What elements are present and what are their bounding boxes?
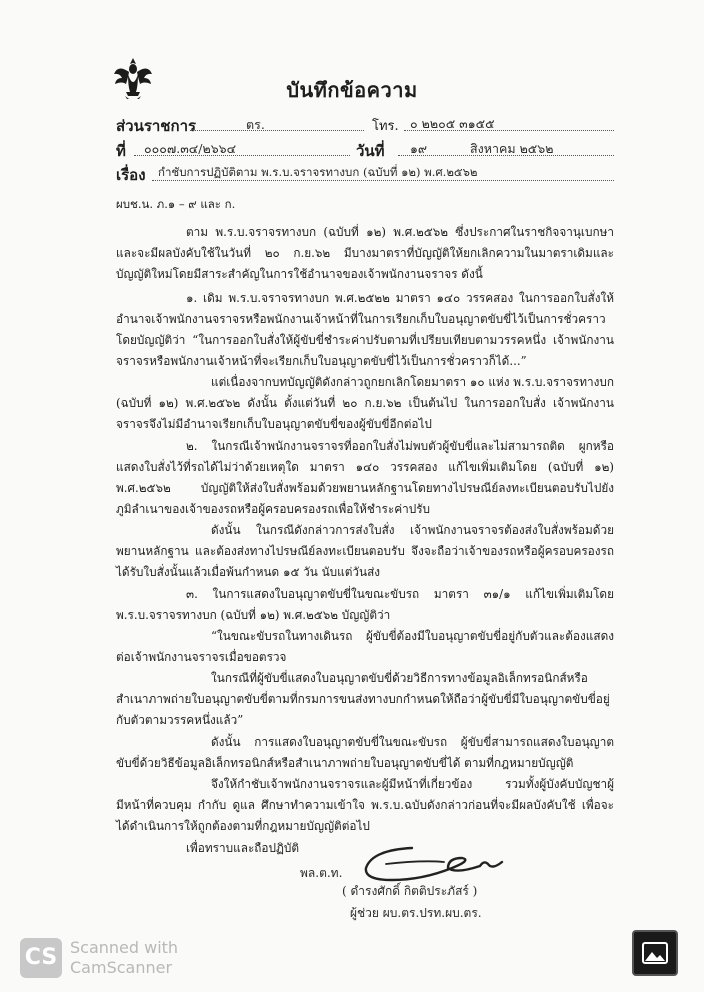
body-paragraph: จึงให้กำชับเจ้าพนักงานจราจรและผู้มีหน้าที่เกี่ยวข้อง รวมทั้งผู้บังคับบัญชาผู้มีหน้าที่ควบคุม กำกับ ดูแล ศึกษาทำความเข้าใจ พ.ร.บ.ฉบับดังกล่าวก่อนที่จะมีผลบังคับใช้ เพื่อจะได้ดำเนินการให้ถูกต้องตามที่กฎหมายบัญญัติต่อไป [116, 777, 614, 833]
signer-rank: พล.ต.ท. [300, 866, 343, 880]
subject-value: กำชับการปฏิบัติตาม พ.ร.บ.จราจรทางบก (ฉบับที่ ๑๒) พ.ศ.๒๕๖๒ [158, 165, 478, 179]
phone-label: โทร. [372, 119, 399, 134]
image-icon [642, 940, 668, 966]
body-paragraph: ดังนั้น ในกรณีดังกล่าวการส่งใบสั่ง เจ้าพนักงานจราจรต้องส่งใบสั่งพร้อมด้วยพยานหลักฐาน และต้องส่งทางไปรษณีย์ลงทะเบียนตอบรับ จึงจะถือว่าเจ้าของรถหรือผู้ครอบครองรถได้รับใบสั่งนั้นแล้วเมื่อพ้นกำหนด ๑๕ วัน นับแต่วันส่ง [116, 523, 614, 579]
no-value: ๐๐๐๗.๓๔/๒๖๖๔ [144, 141, 237, 156]
signer-name: ( ดำรงศักดิ์ กิตติประภัสร์ ) [342, 884, 478, 898]
camscanner-text: Scanned with CamScanner [70, 938, 179, 977]
body-paragraph: ๒. ในกรณีเจ้าพนักงานจราจรที่ออกใบสั่งไม่พบตัวผู้ขับขี่และไม่สามารถติด ผูกหรือแสดงใบสั่งไว้ที่รถได้ไม่ว่าด้วยเหตุใด มาตรา ๑๔๐ วรรคสอง แก้ไขเพิ่มเติมโดย (ฉบับที่ ๑๒) พ.ศ.๒๕๖๒ บัญญัติให้ส่งใบสั่งพร้อมด้วยพยานหลักฐานโดยทางไปรษณีย์ลงทะเบียนตอบรับไปยังภูมิลำเนาของเจ้าของรถหรือผู้ครอบครองรถเพื่อให้ชำระค่าปรับ [116, 439, 614, 516]
dept-value: ตร. [246, 117, 265, 132]
body-paragraph: ตาม พ.ร.บ.จราจรทางบก (ฉบับที่ ๑๒) พ.ศ.๒๕๖๒ ซึ่งประกาศในราชกิจจานุเบกษาและจะมีผลบังคับใช้ในวันที่ ๒๐ ก.ย.๖๒ มีบางมาตราที่บัญญัติให้ยกเลิกความในมาตราเดิมและบัญญัติใหม่โดยมีสาระสำคัญในการใช้อำนาจของเจ้าพนักงานจราจร ดังนี้ [116, 225, 614, 281]
body-paragraph: “ในขณะขับรถในทางเดินรถ ผู้ขับขี่ต้องมีใบอนุญาตขับขี่อยู่กับตัวและต้องแสดงต่อเจ้าพนักงานจราจรเมื่อขอตรวจ [116, 629, 614, 664]
body-paragraph: ดังนั้น การแสดงใบอนุญาตขับขี่ในขณะขับรถ ผู้ขับขี่สามารถแสดงใบอนุญาตขับขี่ด้วยวิธีข้อมูลอิเล็กทรอนิกส์หรือสำเนาภาพถ่ายใบอนุญาตขับขี่ได้ ตามที่กฎหมายบัญญัติ [116, 735, 614, 770]
closing-line: เพื่อทราบและถือปฏิบัติ [186, 841, 300, 855]
signature-icon [352, 838, 522, 888]
camscanner-logo-icon: CS [20, 938, 62, 978]
dept-label: ส่วนราชการ [116, 117, 197, 135]
signer-position: ผู้ช่วย ผบ.ตร.ปรท.ผบ.ตร. [350, 906, 482, 920]
body-paragraph: ในกรณีที่ผู้ขับขี่แสดงใบอนุญาตขับขี่ด้วยวิธีการทางข้อมูลอิเล็กทรอนิกส์หรือสำเนาภาพถ่ายใบอนุญาตขับขี่ตามที่กรมการขนส่งทางบกกำหนดให้ถือว่าผู้ขับขี่มีใบอนุญาตขับขี่อยู่กับตัวตามวรรคหนึ่งแล้ว” [116, 671, 610, 727]
no-label: ที่ [116, 142, 126, 160]
body-paragraph: ๑. เดิม พ.ร.บ.จราจรทางบก พ.ศ.๒๕๒๒ มาตรา ๑๔๐ วรรคสอง ในการออกใบสั่งให้อำนาจเจ้าพนักงานจราจรหรือพนักงานเจ้าหน้าที่ในการเรียกเก็บใบอนุญาตขับขี่ไว้เป็นการชั่วคราวโดยบัญญัติว่า “ในการออกใบสั่งให้ผู้ขับขี่ชำระค่าปรับตามที่เปรียบเทียบตามวรรคหนึ่ง เจ้าพนักงานจราจรหรือพนักงานเจ้าหน้าที่จะเรียกเก็บใบอนุญาตขับขี่ไว้เป็นการชั่วคราวก็ได้...” [116, 291, 614, 368]
recipient-line: ผบช.น. ภ.๑ – ๙ และ ก. [116, 197, 236, 211]
image-viewer-button[interactable] [632, 930, 678, 976]
dept-underline [190, 130, 364, 131]
date-month-year: สิงหาคม ๒๕๖๒ [470, 141, 554, 156]
date-day: ๑๙ [410, 141, 428, 156]
phone-value: ๐ ๒๒๐๕ ๓๑๕๕ [410, 116, 495, 131]
body-paragraph: ๓. ในการแสดงใบอนุญาตขับขี่ในขณะขับรถ มาตรา ๓๑/๑ แก้ไขเพิ่มเติมโดย พ.ร.บ.จราจรทางบก (ฉบับที่ ๑๒) พ.ศ.๒๕๖๒ บัญญัติว่า [116, 587, 614, 622]
subject-label: เรื่อง [116, 166, 146, 184]
body-paragraph: แต่เนื่องจากบทบัญญัติดังกล่าวถูกยกเลิกโดยมาตรา ๑๐ แห่ง พ.ร.บ.จราจรทางบก (ฉบับที่ ๑๒) พ.ศ.๒๕๖๒ ดังนั้น ตั้งแต่วันที่ ๒๐ ก.ย.๖๒ เป็นต้นไป ในการออกใบสั่ง เจ้าพนักงานจราจรจึงไม่มีอำนาจเรียกเก็บใบอนุญาตขับขี่ของผู้ขับขี่อีกต่อไป [116, 375, 614, 431]
document-title: บันทึกข้อความ [286, 78, 418, 102]
date-label: วันที่ [356, 142, 385, 160]
